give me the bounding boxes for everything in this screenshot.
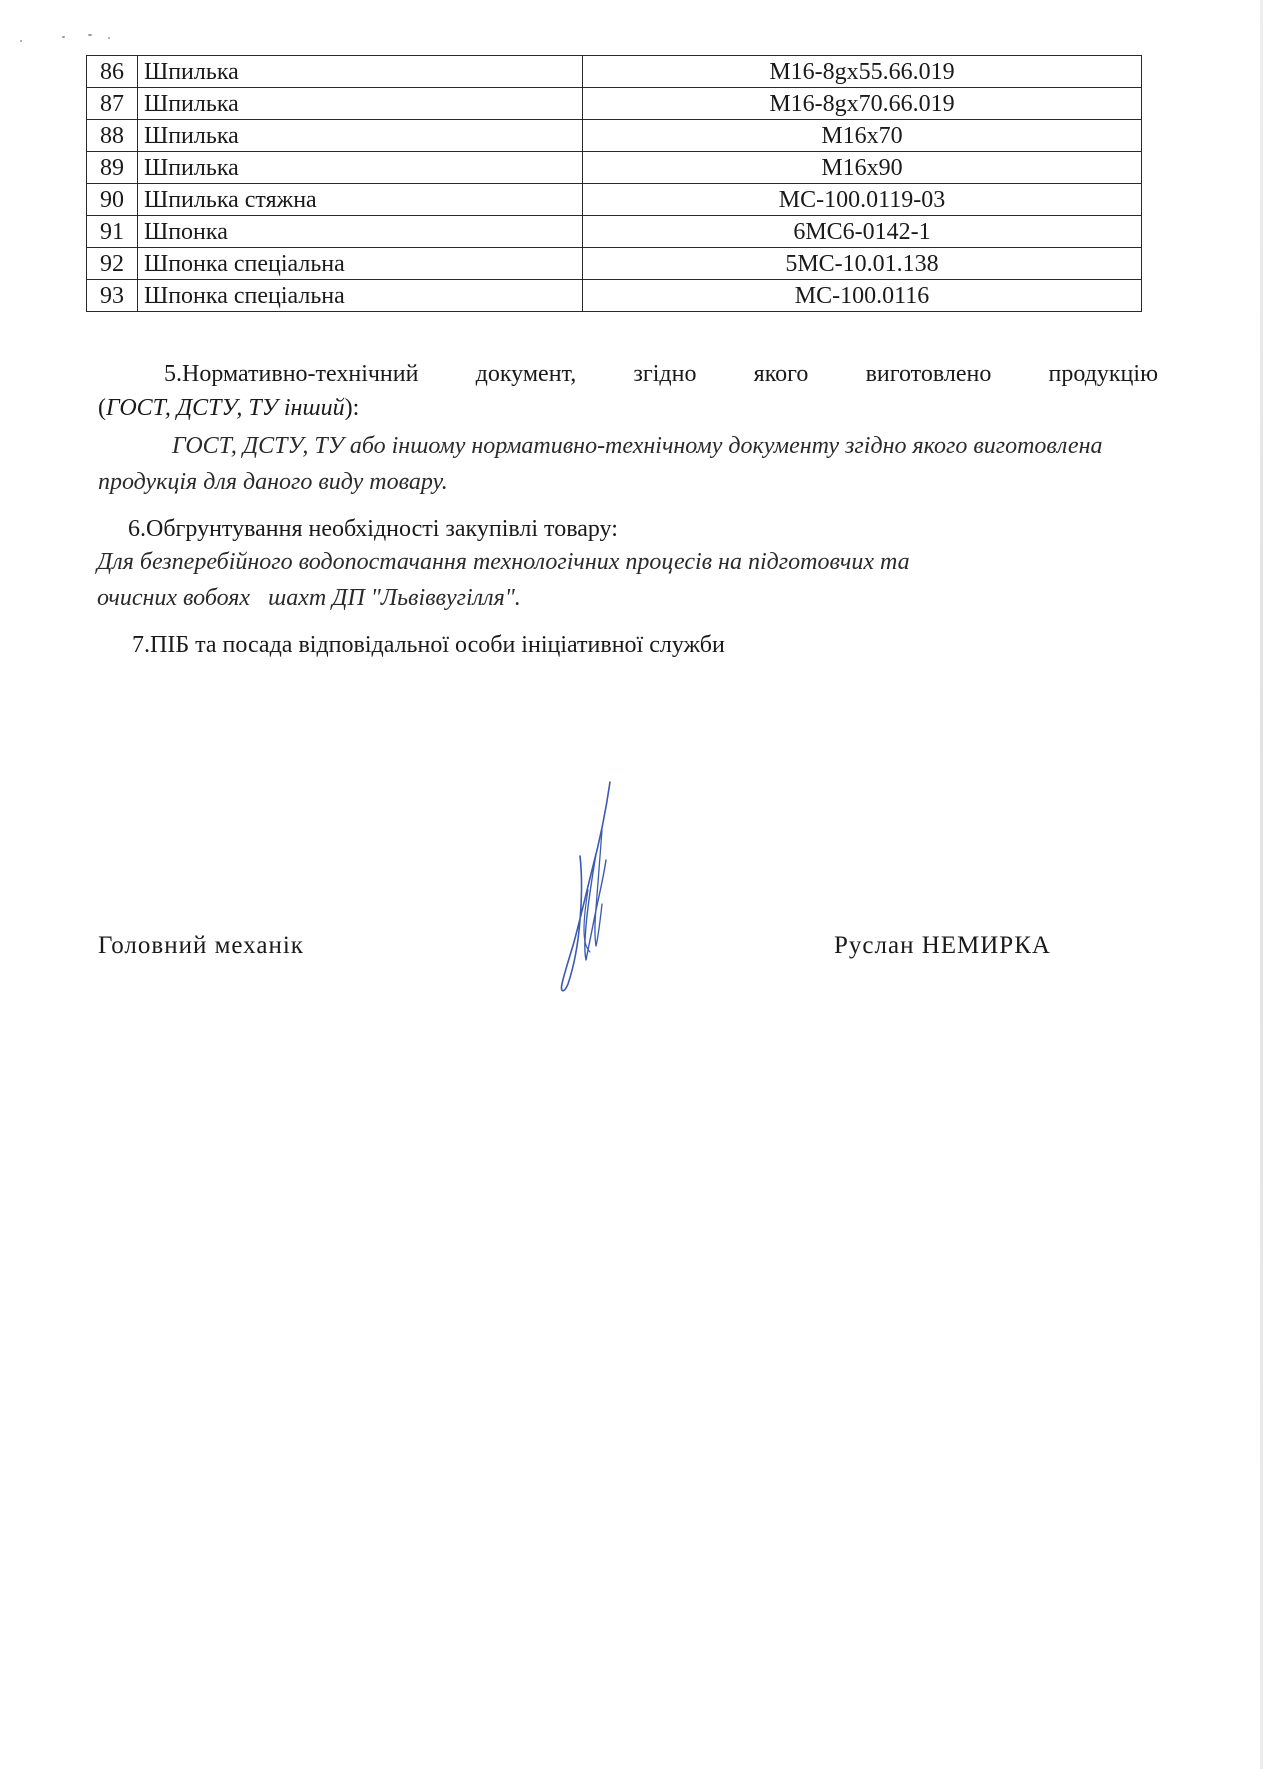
table-row	[87, 120, 1142, 152]
item-name: Шпилька	[138, 88, 583, 120]
item-code: 5МС-10.01.138	[583, 248, 1142, 280]
section-6-body-line: очисних вобоях шахт ДП "Львіввугілля".	[97, 585, 521, 611]
section-5-heading-continuation	[98, 390, 1158, 426]
item-code: М16х70	[583, 120, 1142, 152]
item-name: Шпонка спеціальна	[138, 280, 583, 312]
item-code: М16х90	[583, 152, 1142, 184]
item-name: Шпилька	[138, 120, 583, 152]
table-row	[87, 248, 1142, 280]
scan-speck	[108, 37, 110, 39]
section-5-heading: 5.Нормативно-технічний документ, згідно якого виготовлено продукцію	[164, 361, 1158, 387]
item-name: Шпилька	[138, 56, 583, 88]
table-row	[87, 56, 1142, 88]
paren-open: (	[98, 395, 106, 421]
signatory-name: Руслан НЕМИРКА	[834, 932, 1051, 959]
paren-close: ):	[344, 395, 360, 421]
item-code: М16-8gх70.66.019	[583, 88, 1142, 120]
table-row	[87, 184, 1142, 216]
handwritten-signature	[540, 770, 650, 1000]
section-6-body-line: Для безперебійного водопостачання технологічних процесів на підготовчих та	[97, 549, 910, 575]
table-row	[87, 216, 1142, 248]
table-row	[87, 88, 1142, 120]
row-number: 86	[87, 56, 138, 88]
section-7-heading: 7.ПІБ та посада відповідальної особи ініціативної служби	[132, 632, 725, 658]
row-number: 93	[87, 280, 138, 312]
item-code: МС-100.0119-03	[583, 184, 1142, 216]
scan-speck	[62, 36, 65, 38]
item-code: 6МС6-0142-1	[583, 216, 1142, 248]
signatory-position: Головний механік	[98, 932, 304, 959]
row-number: 88	[87, 120, 138, 152]
row-number: 89	[87, 152, 138, 184]
section-5-body: ГОСТ, ДСТУ, ТУ або іншому нормативно-технічному документу згідно якого виготовлена продукція для даного виду товару.	[98, 433, 1103, 495]
row-number: 91	[87, 216, 138, 248]
item-name: Шпонка спеціальна	[138, 248, 583, 280]
item-code: М16-8gх55.66.019	[583, 56, 1142, 88]
item-name: Шпилька стяжна	[138, 184, 583, 216]
row-number: 87	[87, 88, 138, 120]
table-row	[87, 152, 1142, 184]
document-types: ГОСТ, ДСТУ, ТУ інший	[106, 395, 345, 421]
item-code: МС-100.0116	[583, 280, 1142, 312]
row-number: 90	[87, 184, 138, 216]
parts-table	[86, 55, 1142, 312]
section-6-heading: 6.Обгрунтування необхідності закупівлі товару:	[128, 516, 618, 542]
item-name: Шпилька	[138, 152, 583, 184]
scan-speck	[88, 34, 92, 36]
row-number: 92	[87, 248, 138, 280]
scan-edge-shadow	[1260, 0, 1263, 1769]
section-6-body	[97, 544, 1157, 616]
table-row	[87, 280, 1142, 312]
item-name: Шпонка	[138, 216, 583, 248]
scan-speck	[20, 40, 22, 42]
